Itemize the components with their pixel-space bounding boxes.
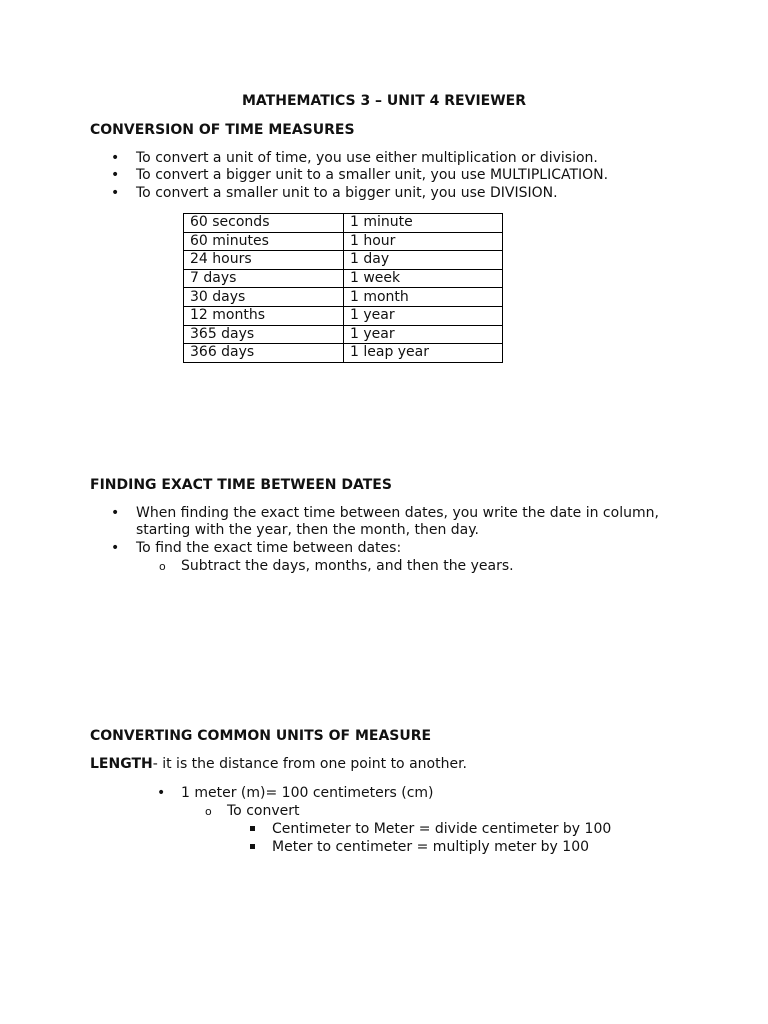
- section-heading-time-conversion: CONVERSION OF TIME MEASURES: [90, 122, 355, 138]
- table-cell: 60 seconds: [184, 214, 344, 233]
- bullet-marker: •: [111, 505, 120, 521]
- list-item: To convert a smaller unit to a bigger unit, you use DIVISION.: [136, 185, 558, 201]
- table-cell: 1 year: [344, 306, 503, 325]
- length-term: LENGTH: [90, 756, 153, 772]
- sub-list-item: Subtract the days, months, and then the years.: [181, 558, 514, 574]
- table-row: [184, 325, 503, 344]
- list-item: To find the exact time between dates:: [136, 540, 402, 556]
- length-definition-text: - it is the distance from one point to another.: [152, 756, 467, 772]
- table-cell: 1 minute: [344, 214, 503, 233]
- circle-bullet-marker: o: [159, 560, 166, 573]
- table-row: [184, 306, 503, 325]
- document-title: MATHEMATICS 3 – UNIT 4 REVIEWER: [242, 93, 526, 109]
- table-row: [184, 251, 503, 270]
- table-cell: 1 month: [344, 288, 503, 307]
- table-cell: 1 hour: [344, 232, 503, 251]
- list-item: To convert a unit of time, you use either multiplication or division.: [136, 150, 598, 166]
- bullet-marker: •: [111, 150, 120, 166]
- square-bullet-marker: [250, 826, 255, 831]
- square-bullet-marker: [250, 844, 255, 849]
- bullet-marker: •: [111, 185, 120, 201]
- table-row: [184, 288, 503, 307]
- list-item: To convert a bigger unit to a smaller unit, you use MULTIPLICATION.: [136, 167, 609, 183]
- length-definition: [90, 755, 467, 773]
- time-conversion-table: [183, 213, 503, 363]
- sub-sub-list-item: Meter to centimeter = multiply meter by 100: [272, 839, 590, 855]
- table-cell: 1 year: [344, 325, 503, 344]
- table-cell: 7 days: [184, 269, 344, 288]
- table-row: [184, 344, 503, 363]
- bullet-marker: •: [111, 167, 120, 183]
- list-item: 1 meter (m)= 100 centimeters (cm): [181, 785, 434, 801]
- section-heading-units: CONVERTING COMMON UNITS OF MEASURE: [90, 728, 432, 744]
- circle-bullet-marker: o: [205, 805, 212, 818]
- table-cell: 60 minutes: [184, 232, 344, 251]
- table-row: [184, 232, 503, 251]
- table-cell: 1 week: [344, 269, 503, 288]
- table-cell: 1 leap year: [344, 344, 503, 363]
- table-cell: 12 months: [184, 306, 344, 325]
- bullet-marker: •: [111, 540, 120, 556]
- table-cell: 365 days: [184, 325, 344, 344]
- sub-sub-list-item: Centimeter to Meter = divide centimeter by 100: [272, 821, 612, 837]
- table-row: [184, 214, 503, 233]
- table-cell: 30 days: [184, 288, 344, 307]
- list-item: When finding the exact time between dates, you write the date in column,: [136, 505, 659, 521]
- table-cell: 24 hours: [184, 251, 344, 270]
- table-cell: 366 days: [184, 344, 344, 363]
- list-item-continuation: starting with the year, then the month, then day.: [136, 522, 479, 538]
- table-row: [184, 269, 503, 288]
- sub-list-item: To convert: [227, 803, 300, 819]
- bullet-marker: •: [157, 785, 166, 801]
- section-heading-exact-time: FINDING EXACT TIME BETWEEN DATES: [90, 477, 392, 493]
- table-cell: 1 day: [344, 251, 503, 270]
